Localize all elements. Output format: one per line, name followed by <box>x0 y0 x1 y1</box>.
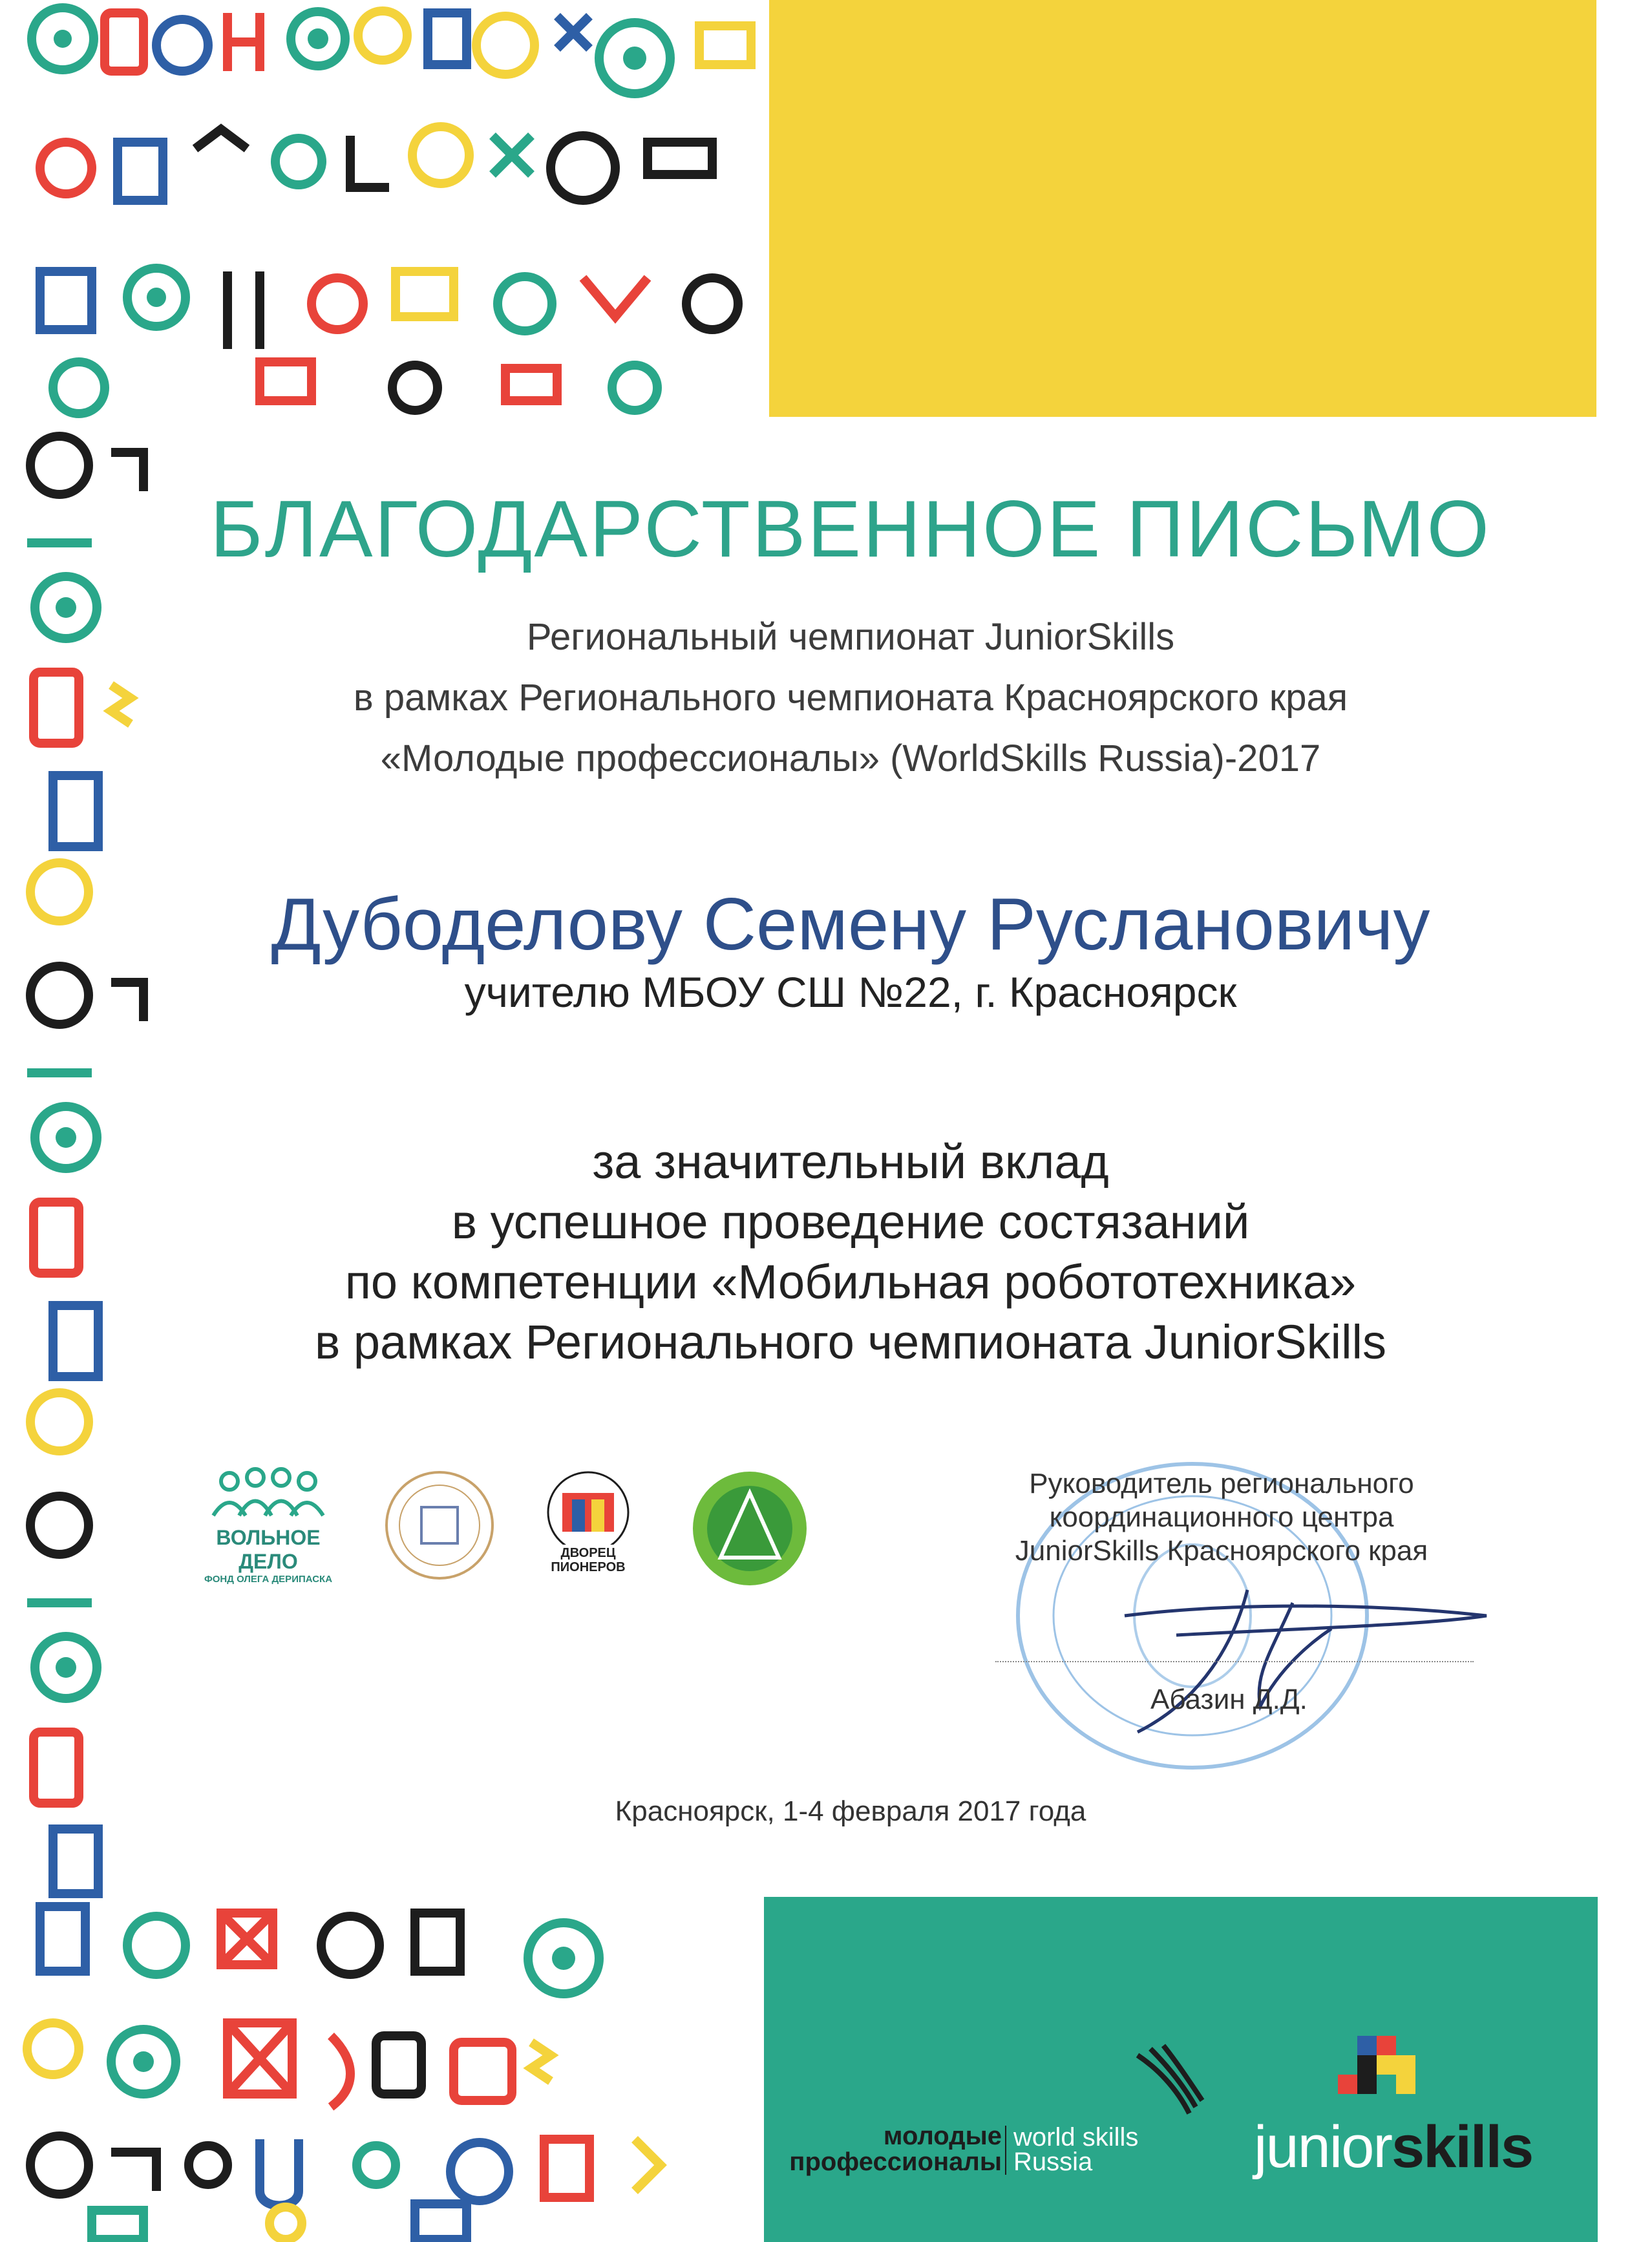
recipient-position: учителю МБОУ СШ №22, г. Красноярск <box>464 968 1237 1016</box>
signature-line <box>995 1661 1474 1662</box>
molodye-line1: молодые <box>883 2122 1002 2150</box>
signatory-line-2: координационного центра <box>1049 1501 1394 1533</box>
subtitle-line-2: в рамках Регионального чемпионата Красноярского края <box>353 677 1348 719</box>
juniorskills-light: junior <box>1254 2114 1392 2180</box>
signatory-line-1: Руководитель регионального <box>1029 1468 1414 1499</box>
molodye-professionaly-worldskills-logo <box>789 2122 1196 2194</box>
dvorets-name-line1: ДВОРЕЦ <box>560 1546 616 1560</box>
signatory-title <box>976 1467 1467 1568</box>
subtitle-line-3: «Молодые профессионалы» (WorldSkills Russia)-2017 <box>380 737 1321 779</box>
volnoe-delo-tagline: ФОНД ОЛЕГА ДЕРИПАСКА <box>204 1574 333 1585</box>
juniorskills-bold: skills <box>1392 2114 1533 2180</box>
decorative-pattern-bottom <box>14 1894 769 2242</box>
dvorets-pionerov-logo <box>527 1467 650 1596</box>
people-icon <box>204 1467 333 1519</box>
juniorskills-logo <box>1241 2036 1533 2191</box>
volnoe-delo-name: ВОЛЬНОЕ ДЕЛО <box>216 1526 321 1573</box>
decorative-pattern-top <box>14 0 769 420</box>
yellow-corner-block <box>769 0 1596 417</box>
recipient-name: Дубоделову Семену Руслановичу <box>271 883 1430 966</box>
subtitle-line-1: Региональный чемпионат JuniorSkills <box>526 616 1175 658</box>
letter-title: БЛАГОДАРСТВЕННОЕ ПИСЬМО <box>210 485 1491 574</box>
education-seal-logo <box>381 1467 498 1583</box>
dvorets-name-line2: ПИОНЕРОВ <box>551 1560 626 1574</box>
molodye-line2: профессионалы <box>789 2148 1002 2176</box>
place-and-date: Красноярск, 1-4 февраля 2017 года <box>615 1795 1086 1827</box>
reason-line-2: в успешное проведение состязаний <box>451 1195 1250 1249</box>
volnoe-delo-logo <box>184 1467 352 1585</box>
brand-divider <box>1005 2126 1006 2175</box>
worldskills-line2: Russia <box>1013 2148 1093 2176</box>
decorative-pattern-left <box>14 414 156 1900</box>
reason-line-3: по компетенции «Мобильная робототехника» <box>344 1255 1357 1309</box>
worldskills-line1: world skills <box>1013 2123 1139 2152</box>
reason-line-1: за значительный вклад <box>592 1135 1109 1189</box>
green-emblem-logo <box>688 1467 811 1590</box>
signatory-name: Абазин Д.Д. <box>1150 1684 1308 1715</box>
juniorskills-blocks-icon <box>1338 2036 1415 2113</box>
signatory-line-3: JuniorSkills Красноярского края <box>1015 1535 1428 1567</box>
reason-line-4: в рамках Регионального чемпионата JuniorSkills <box>315 1315 1386 1369</box>
worldskills-emblem-icon <box>1125 2042 1209 2126</box>
